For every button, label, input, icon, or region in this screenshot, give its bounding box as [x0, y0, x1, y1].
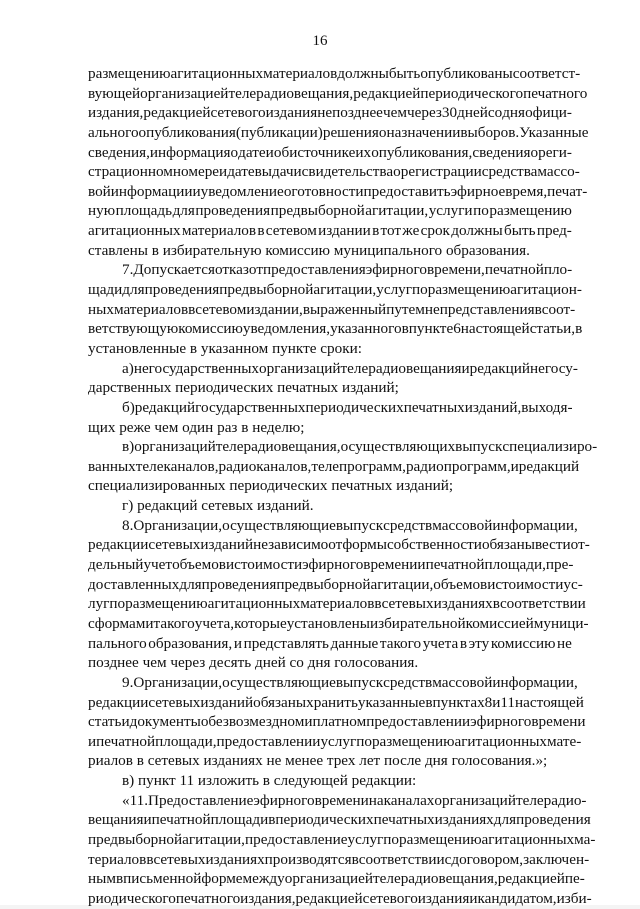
text-line: установленные в указанном пункте сроки: — [88, 339, 362, 357]
text-line: издания, редакцией сетевого издания не позднее чем через 30 дней со дня офици- — [88, 104, 572, 122]
text-line: пального образования, и представлять данные такого учета в эту комиссию не — [88, 634, 572, 652]
text-line: вой информации и уведомление о готовности предоставить эфирное время, печат- — [88, 182, 588, 200]
text-line: териалов в сетевых изданиях производятся в соответствии с договором, заключен- — [88, 850, 590, 868]
text-line: в) пункт 11 изложить в следующей редакции: — [122, 772, 417, 790]
text-line: агитационных материалов в сетевом издании в тот же срок должны быть пред- — [88, 222, 572, 240]
text-line: размещению агитационных материалов должны быть опубликованы соответст- — [88, 65, 581, 82]
text-line: риодического печатного издания, редакцией сетевого издания и кандидатом, изби- — [88, 889, 592, 907]
text-line: ванных телеканалов, радиоканалов, телепрограмм, радиопрограмм, и редакций — [88, 457, 580, 475]
text-line: б) редакций государственных периодических печатных изданий, выходя- — [122, 398, 573, 416]
text-line: щади для проведения предвыборной агитации, услуг по размещению агитацион- — [88, 281, 582, 299]
text-line: ставлены в избирательную комиссию муниципального образования. — [88, 241, 530, 259]
text-line: ального опубликования (публикации) решения о назначении выборов. Указанные — [88, 123, 589, 141]
text-line: г) редакций сетевых изданий. — [122, 497, 314, 515]
page-number: 16 — [312, 33, 328, 49]
text-line: вещания и печатной площади в периодических печатных изданиях для проведения — [88, 811, 591, 829]
text-line: редакции сетевых изданий независимо от формы собственности обязаны вести от- — [88, 536, 590, 554]
text-line: 9. Организации, осуществляющие выпуск средств массовой информации, — [122, 673, 578, 691]
text-line: ным в письменной форме между организацией телерадиовещания, редакцией пе- — [88, 870, 585, 888]
text-line: в) организаций телерадиовещания, осуществляющих выпуск специализиро- — [122, 438, 598, 456]
text-line: дарственных периодических печатных изданий; — [88, 379, 399, 397]
text-line: «11. Предоставление эфирного времени на каналах организаций телерадио- — [122, 791, 587, 809]
text-line: предвыборной агитации, предоставление услуг по размещению агитационных ма- — [88, 830, 596, 848]
text-line: специализированных периодических печатных изданий; — [88, 477, 454, 495]
text-line: дельный учет объемов и стоимости эфирного времени и печатной площади, пре- — [88, 556, 574, 574]
text-line: 8. Организации, осуществляющие выпуск средств массовой информации, — [122, 516, 578, 534]
text-line: редакции сетевых изданий обязаны хранить указанные в пунктах 8 и 11 настоящей — [88, 693, 584, 711]
text-line: ную площадь для проведения предвыборной агитации, услуги по размещению — [88, 202, 572, 220]
text-line: ных материалов в сетевом издании, выраженный путем непредставления в соот- — [88, 300, 576, 318]
text-line: риалов в сетевых изданиях не менее трех лет после дня голосования.»; — [88, 752, 548, 770]
document-body — [88, 64, 598, 909]
text-line: страционном номере и дате выдачи свидетельства о регистрации средства массо- — [88, 163, 580, 181]
text-line: сведения, информация о дате и об источнике их опубликования, сведения о реги- — [88, 143, 572, 161]
text-line: статьи документы о безвозмездном и платном предоставлении эфирного времени — [88, 713, 586, 731]
text-line: с формами такого учета, которые установлены избирательной комиссией муници- — [88, 614, 589, 632]
text-line: и печатной площади, предоставлении услуг по размещению агитационных мате- — [88, 732, 582, 750]
text-line: 7. Допускается отказ от предоставления эфирного времени, печатной пло- — [122, 261, 573, 279]
text-line: позднее чем через десять дней со дня голосования. — [88, 654, 419, 672]
text-line: вующей организацией телерадиовещания, редакцией периодического печатного — [88, 84, 588, 102]
text-line: а) негосударственных организаций телерадиовещания и редакций негосу- — [122, 359, 578, 377]
text-line: доставленных для проведения предвыборной агитации, объемов и стоимости ус- — [88, 575, 583, 593]
text-line: ветствующую комиссию уведомления, указанного в пункте 6 настоящей статьи, в — [88, 320, 583, 338]
text-line: луг по размещению агитационных материалов в сетевых изданиях в соответствии — [88, 595, 586, 613]
text-line: щих реже чем один раз в неделю; — [88, 418, 305, 436]
